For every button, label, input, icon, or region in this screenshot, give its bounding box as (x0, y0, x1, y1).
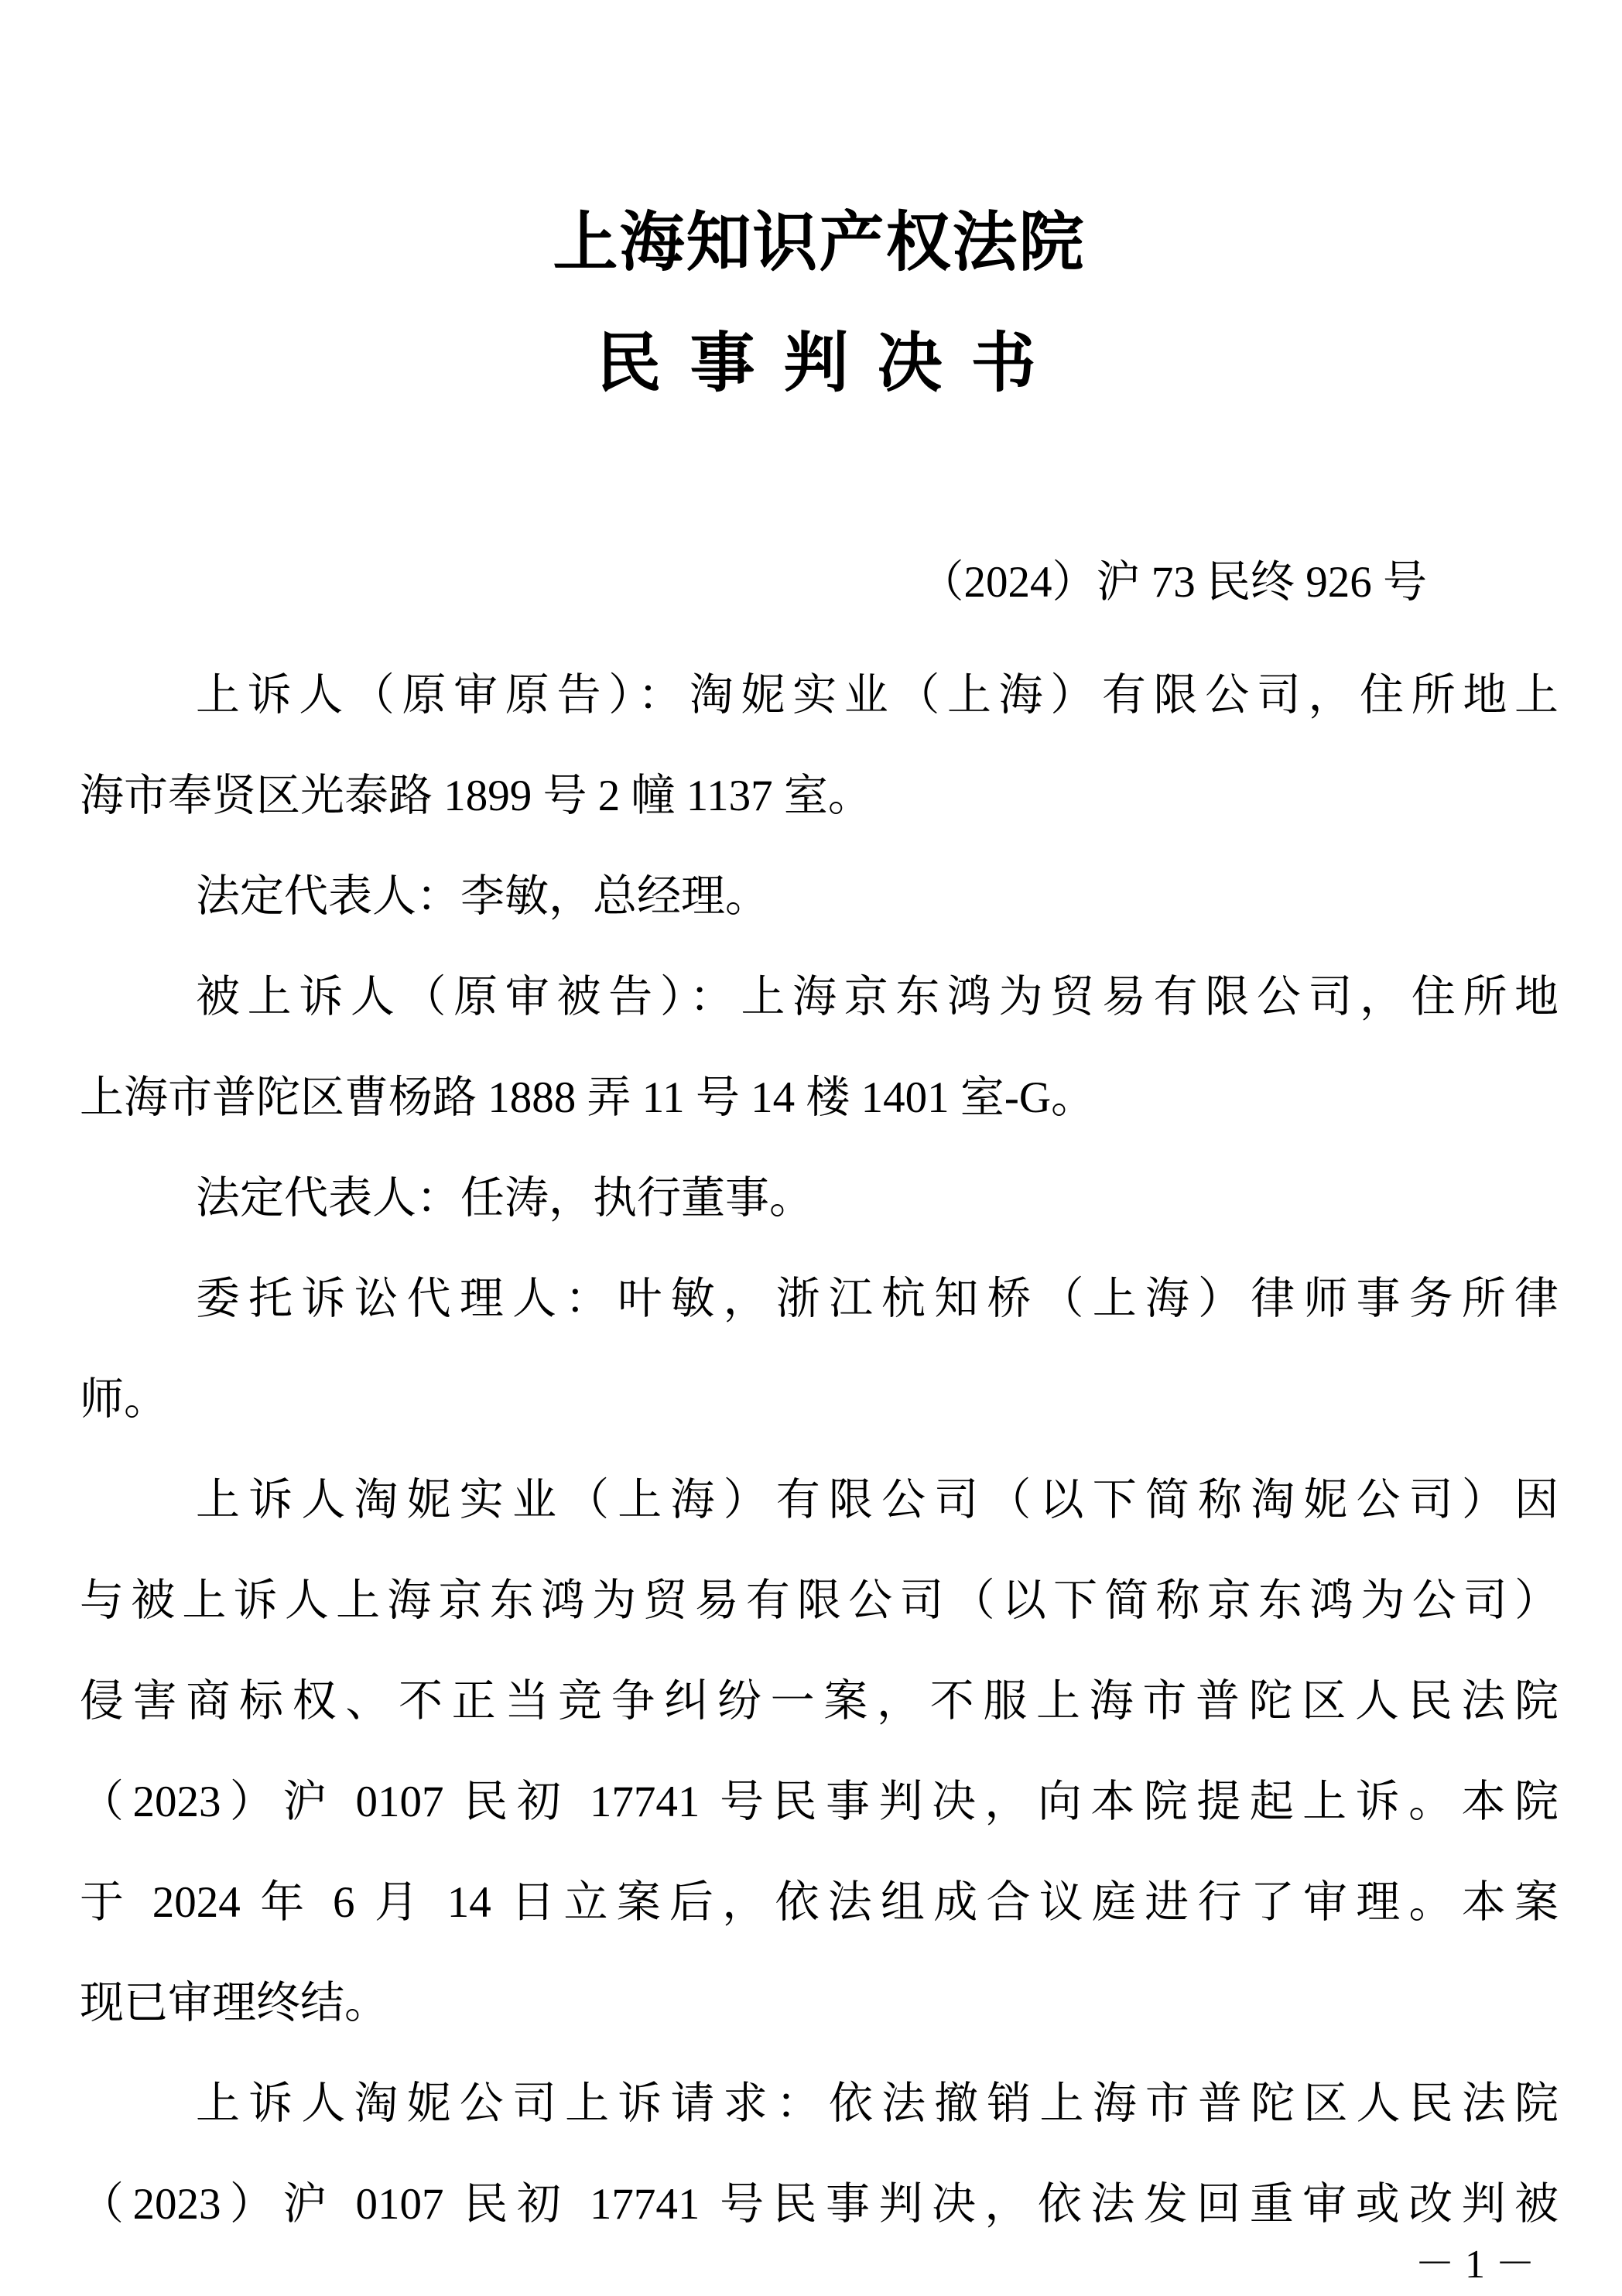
body-line: 于 2024 年 6 月 14 日立案后，依法组成合议庭进行了审理。本案 (80, 1878, 1559, 1927)
body-line: （2023）沪 0107 民初 17741 号民事判决，向本院提起上诉。本院 (80, 1778, 1559, 1826)
body-line: 上诉人（原审原告）：淘妮实业（上海）有限公司，住所地上 (196, 671, 1559, 720)
body-line: 法定代表人：李敏，总经理。 (196, 872, 769, 921)
body-line: 上诉人淘妮实业（上海）有限公司（以下简称淘妮公司）因 (196, 1476, 1559, 1524)
body-line: （2023）沪 0107 民初 17741 号民事判决，依法发回重审或改判被 (80, 2180, 1559, 2229)
body-line: 上诉人淘妮公司上诉请求：依法撤销上海市普陀区人民法院 (196, 2079, 1559, 2128)
judgment-body (80, 645, 1559, 2255)
body-line: 师。 (80, 1375, 168, 1424)
case-number: （2024）沪 73 民终 926 号 (919, 558, 1427, 607)
document-type-title: 民 事 判 决 书 (596, 328, 1042, 400)
body-line: 与被上诉人上海京东鸿为贸易有限公司（以下简称京东鸿为公司） (80, 1576, 1559, 1625)
page-number: － 1 － (1414, 2243, 1535, 2287)
body-line: 法定代表人：任涛，执行董事。 (196, 1174, 813, 1223)
body-line: 现已审理终结。 (80, 1979, 388, 2027)
body-line: 被上诉人（原审被告）：上海京东鸿为贸易有限公司，住所地 (196, 973, 1559, 1021)
body-line: 侵害商标权、不正当竞争纠纷一案，不服上海市普陀区人民法院 (80, 1677, 1559, 1726)
body-line: 委托诉讼代理人：叶敏，浙江杭知桥（上海）律师事务所律 (196, 1275, 1559, 1323)
body-line: 上海市普陀区曹杨路 1888 弄 11 号 14 楼 1401 室-G。 (80, 1073, 1096, 1122)
court-name-title: 上海知识产权法院 (553, 207, 1086, 279)
body-line: 海市奉贤区光泰路 1899 号 2 幢 1137 室。 (80, 772, 872, 820)
